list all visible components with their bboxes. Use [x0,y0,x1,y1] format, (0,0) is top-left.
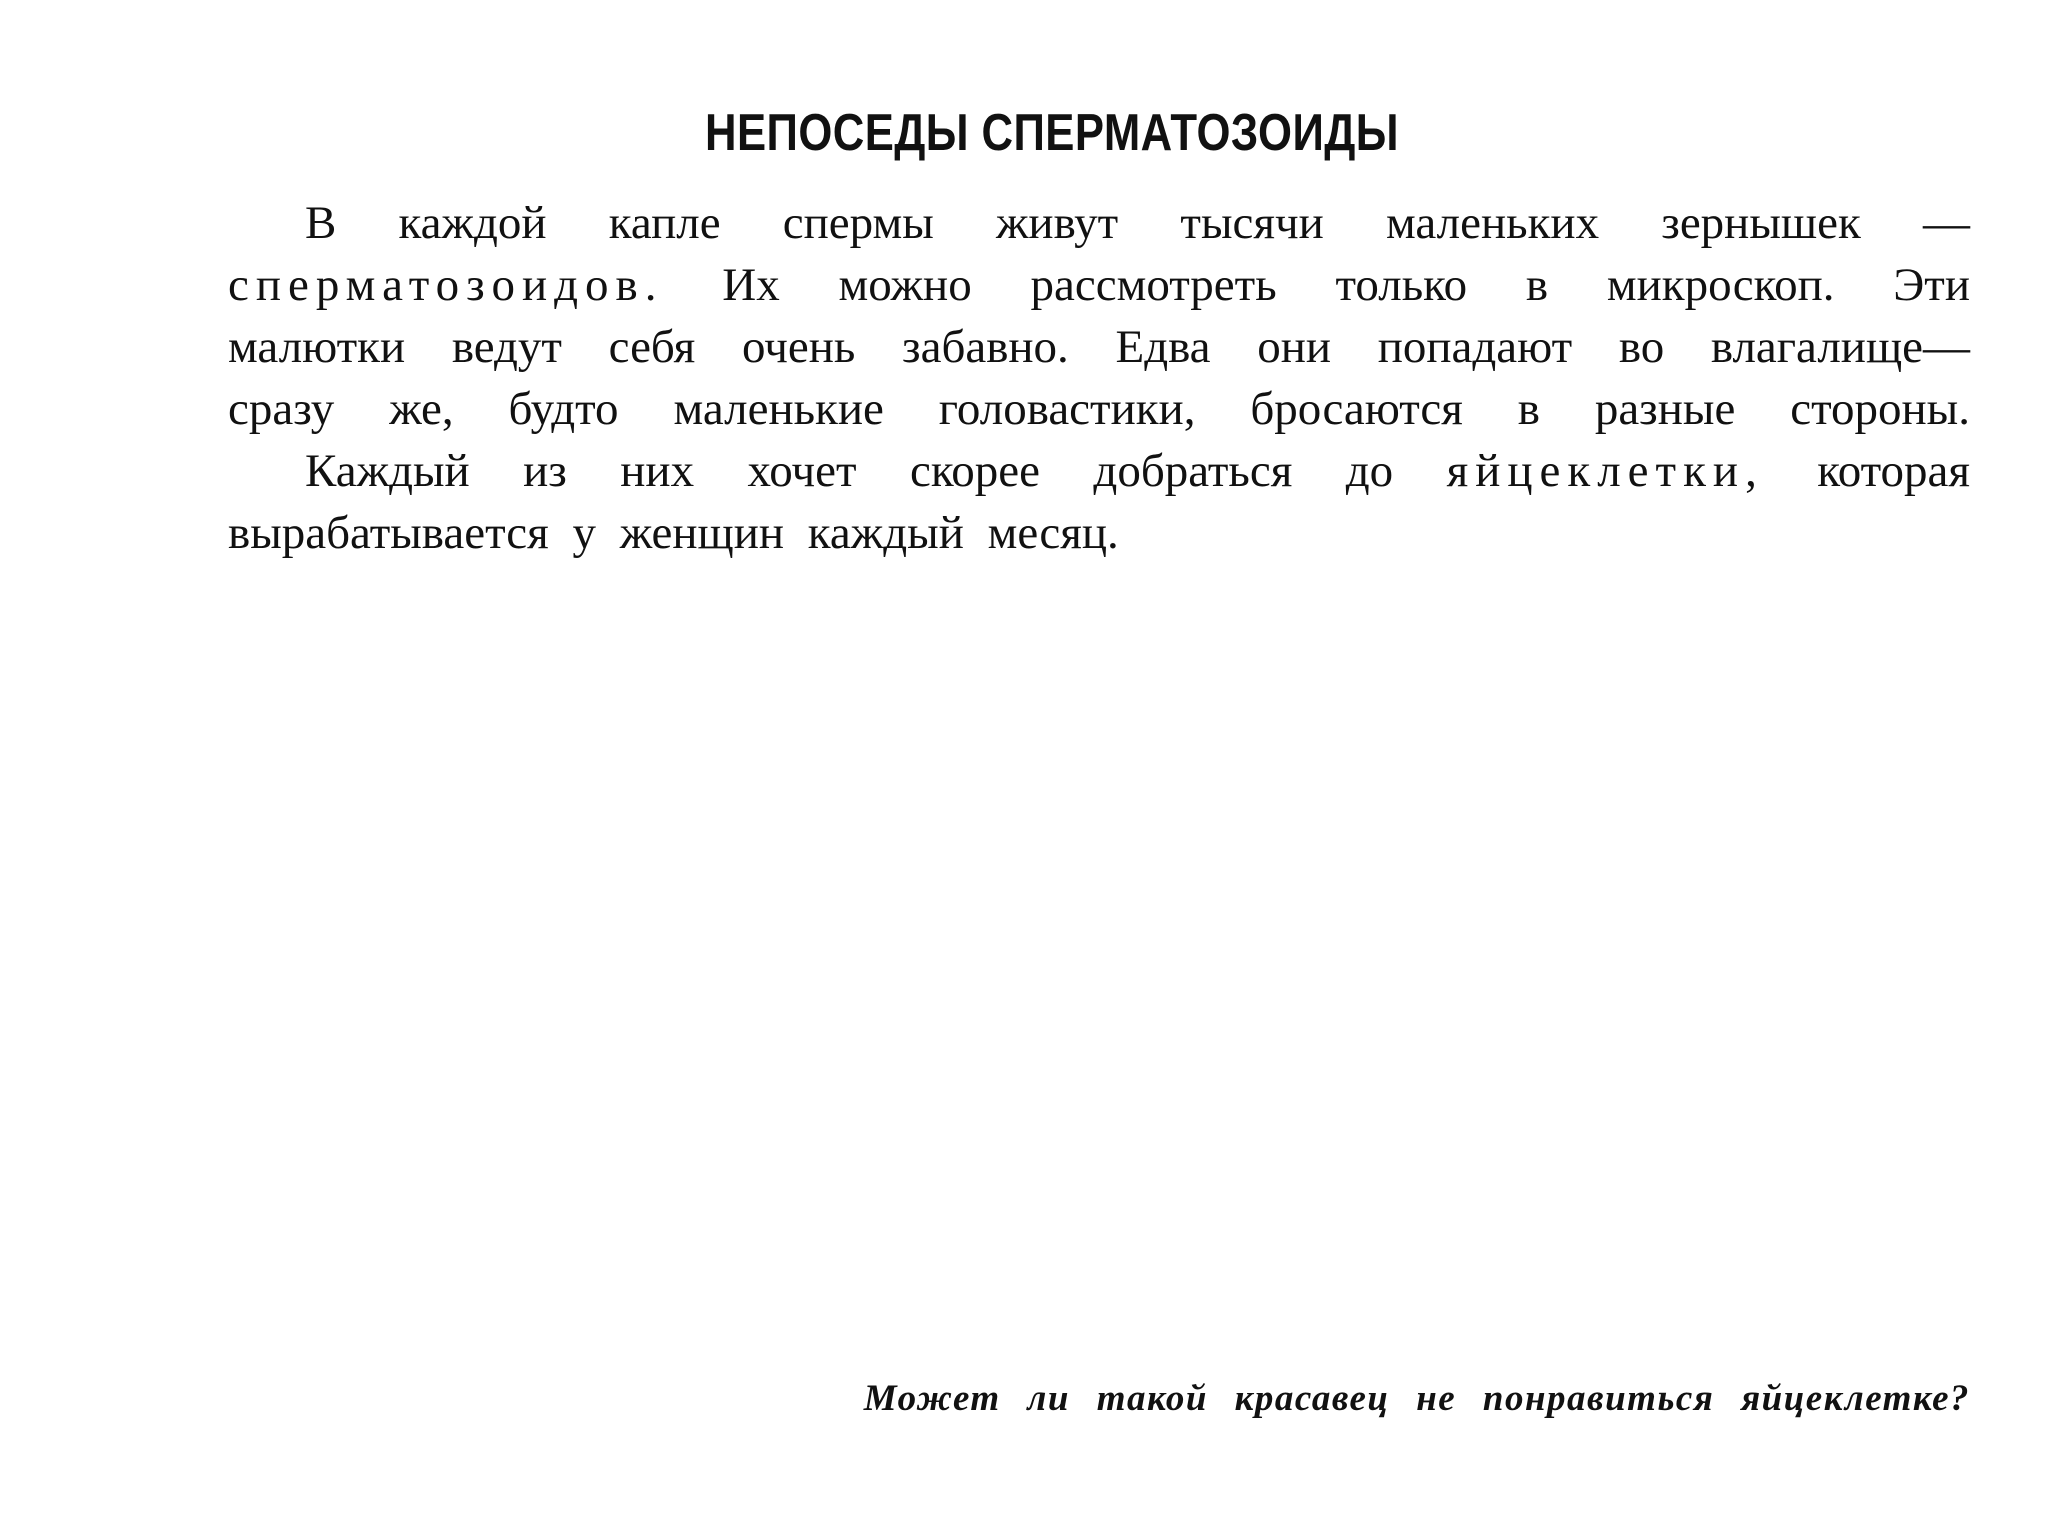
figure-caption: Может ли такой красавец не понравиться яйцеклетке? [863,1378,1970,1419]
line-text: Их можно рассмотреть только в микроскоп. Эти [663,259,1970,311]
paragraph-2-line-2: вырабатывается у женщин каждый месяц. [228,507,1119,559]
paragraph-1-line-3: малютки ведут себя очень забавно. Едва они попадают во влагалище— [228,321,1970,373]
paragraph-1-line-2 [228,254,1970,316]
spaced-term: сперматозоидов. [228,259,664,311]
paragraph-1-line-1: В каждой капле спермы живут тысячи маленьких зернышек — [305,197,1970,249]
paragraph-2-line-1 [305,440,1970,502]
line-text: Каждый из них хочет скорее добраться до [305,445,1447,497]
spaced-term: яйцеклетки, [1446,445,1764,497]
paragraph-1-line-4: сразу же, будто маленькие головастики, бросаются в разные стороны. [228,383,1970,435]
page-title: НЕПОСЕДЫ СПЕРМАТОЗОИДЫ [705,104,1399,162]
line-text: которая [1763,445,1970,497]
